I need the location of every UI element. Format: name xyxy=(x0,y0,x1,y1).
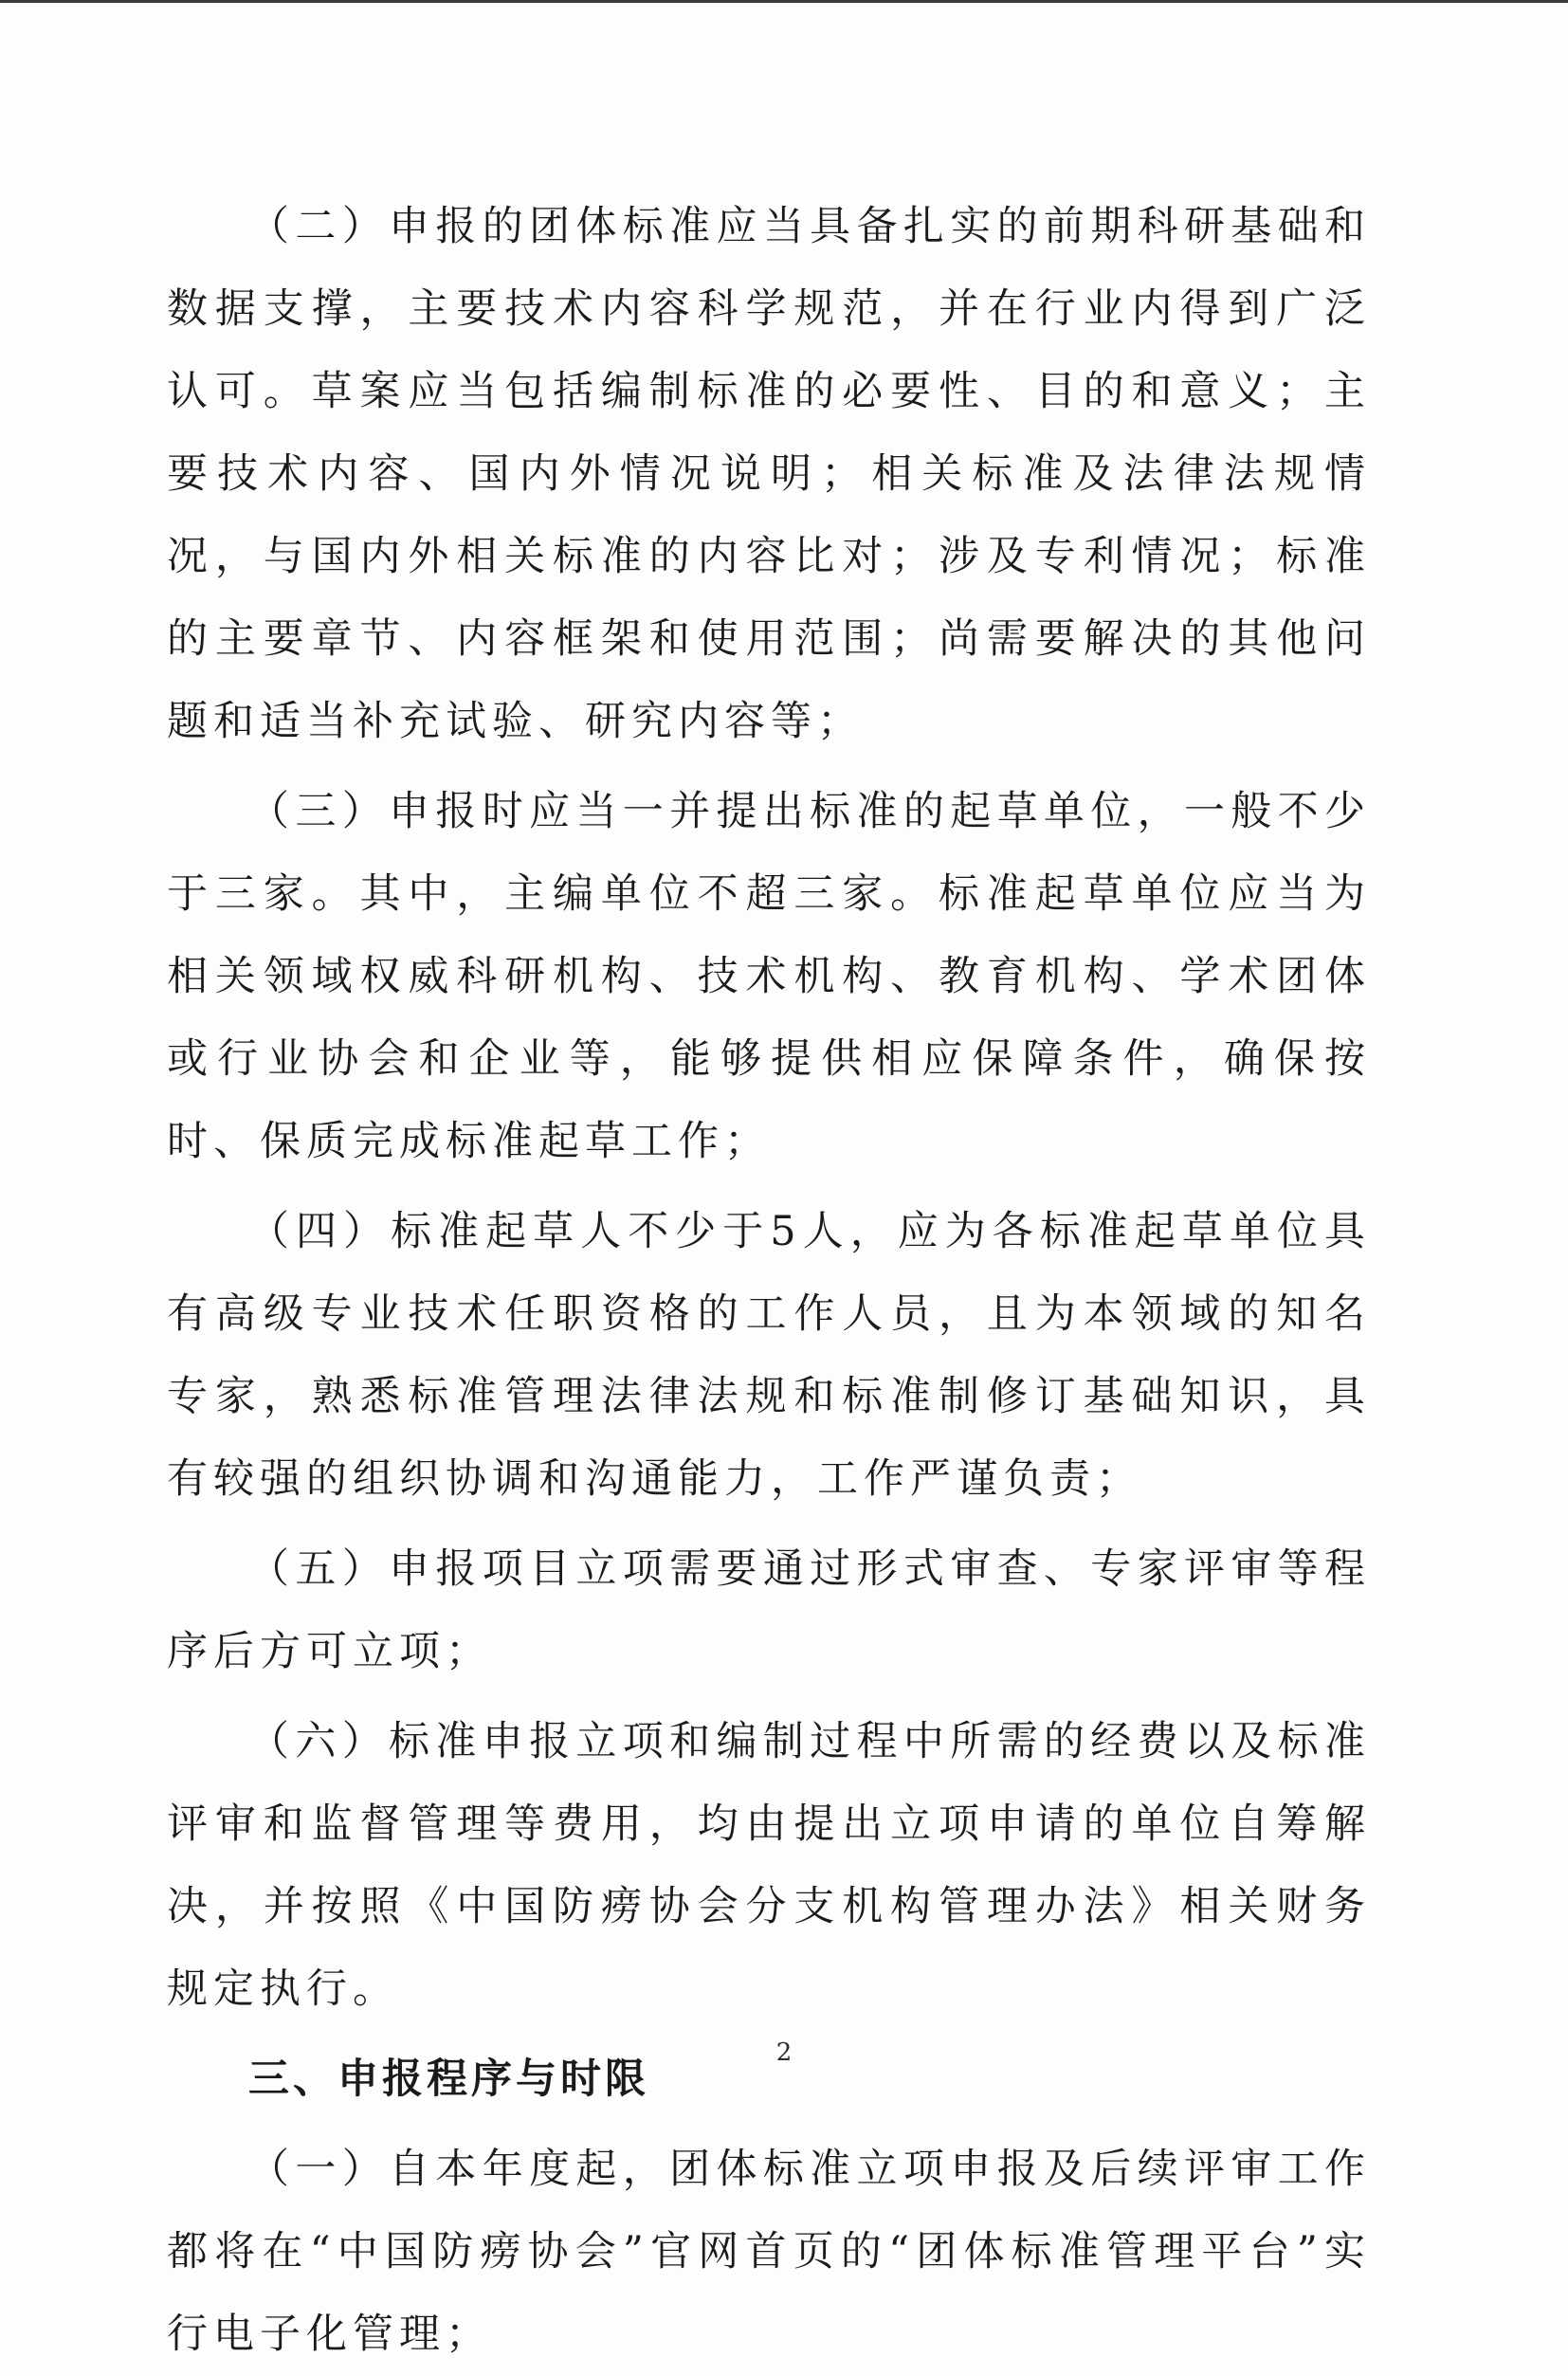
paragraph-funding: （六）标准申报立项和编制过程中所需的经费以及标准评审和监督管理等费用，均由提出立项申请的单位自筹解决，并按照《中国防痨协会分支机构管理办法》相关财务规定执行。 xyxy=(167,1718,1371,2013)
paragraph-drafting-units: （三）申报时应当一并提出标准的起草单位，一般不少于三家。其中，主编单位不超三家。标准起草单位应当为相关领域权威科研机构、技术机构、教育机构、学术团体或行业协会和企业等，能够提供相应保障条件，确保按时、保质完成标准起草工作； xyxy=(167,788,1371,1165)
page-number: 2 xyxy=(775,2038,793,2067)
paragraph-review-procedure: （五）申报项目立项需要通过形式审查、专家评审等程序后方可立项； xyxy=(167,1545,1371,1675)
scan-top-edge xyxy=(0,0,1568,3)
section-heading-procedure: 三、申报程序与时限 xyxy=(248,2056,649,2103)
paragraph-drafters: （四）标准起草人不少于5人，应为各标准起草单位具有高级专业技术任职资格的工作人员，且为本领域的知名专家，熟悉标准管理法律法规和标准制修订基础知识，具有较强的组织协调和沟通能力，工作严谨负责； xyxy=(167,1208,1371,1503)
paragraph-electronic-management: （一）自本年度起，团体标准立项申报及后续评审工作都将在“中国防痨协会”官网首页的“团体标准管理平台”实行电子化管理； xyxy=(167,2146,1371,2358)
paragraph-draft-requirements: （二）申报的团体标准应当具备扎实的前期科研基础和数据支撑，主要技术内容科学规范，并在行业内得到广泛认可。草案应当包括编制标准的必要性、目的和意义；主要技术内容、国内外情况说明；相关标准及法律法规情况，与国内外相关标准的内容比对；涉及专利情况；标准的主要章节、内容框架和使用范围；尚需要解决的其他问题和适当补充试验、研究内容等； xyxy=(167,203,1371,745)
